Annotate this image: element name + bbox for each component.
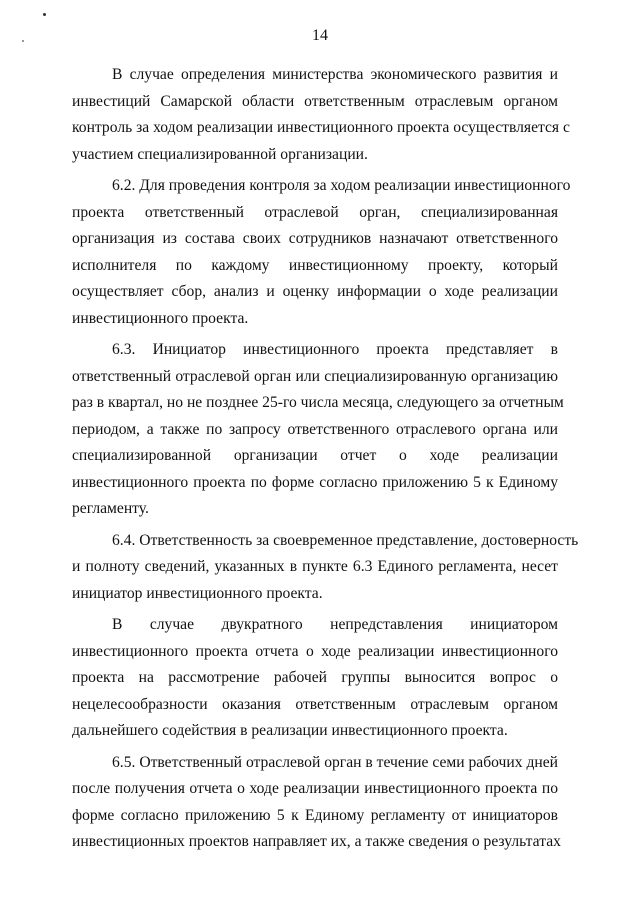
- text-line: и полноту сведений, указанных в пункте 6.3 Единого регламента, несет: [72, 558, 558, 575]
- text-line: форме согласно приложению 5 к Единому регламенту от инициаторов: [72, 806, 558, 824]
- text-line: периодом, а также по запросу ответственного отраслевого органа или: [72, 420, 558, 438]
- text-line: инвестиционного проекта отчета о ходе реализации инвестиционного: [72, 642, 558, 660]
- text-line: 6.4. Ответственность за своевременное представление, достоверность: [112, 531, 579, 549]
- text-line: ответственный отраслевой орган или специализированную организацию: [72, 367, 558, 385]
- text-line: инвестиций Самарской области ответственным отраслевым органом: [72, 92, 558, 110]
- text-line: инвестиционного проекта по форме согласно приложению 5 к Единому: [72, 473, 558, 491]
- paragraph: [72, 62, 570, 168]
- text-line: В случае двукратного непредставления инициатором: [112, 616, 558, 633]
- paragraph: [72, 337, 564, 523]
- text-line: раз в квартал, но не позднее 25-го числа месяца, следующего за отчетным: [72, 394, 564, 411]
- text-line: 6.2. Для проведения контроля за ходом реализации инвестиционного: [112, 177, 571, 194]
- text-line: проекта ответственный отраслевой орган, специализированная: [72, 203, 558, 221]
- document-body: [72, 62, 579, 861]
- text-line: нецелесообразности оказания ответственным отраслевым органом: [72, 695, 558, 713]
- text-line: контроль за ходом реализации инвестиционного проекта осуществляется с: [72, 119, 570, 136]
- text-line: организация из состава своих сотрудников назначают ответственного: [72, 230, 558, 247]
- text-line: инициатор инвестиционного проекта.: [72, 584, 323, 602]
- text-line: инвестиционных проектов направляет их, а также сведения о результатах: [72, 833, 561, 850]
- text-line: 6.3. Инициатор инвестиционного проекта представляет в: [112, 341, 558, 358]
- paragraph: [72, 612, 558, 745]
- text-line: 6.5. Ответственный отраслевой орган в течение семи рабочих дней: [112, 753, 558, 771]
- text-line: дальнейшего содействия в реализации инвестиционного проекта.: [72, 722, 508, 739]
- text-line: инвестиционного проекта.: [72, 309, 249, 327]
- text-line: осуществляет сбор, анализ и оценку информации о ходе реализации: [72, 283, 558, 300]
- text-line: участием специализированной организации.: [72, 145, 368, 163]
- paragraph: [72, 528, 579, 608]
- page-number: 14: [312, 27, 328, 44]
- text-line: исполнителя по каждому инвестиционному проекту, который: [72, 256, 558, 274]
- text-line: регламенту.: [72, 500, 149, 517]
- scan-speck: [43, 13, 46, 16]
- text-line: после получения отчета о ходе реализации инвестиционного проекта по: [72, 780, 558, 797]
- paragraph: [72, 173, 571, 332]
- text-line: В случае определения министерства экономического развития и: [112, 66, 558, 83]
- text-line: проекта на рассмотрение рабочей группы выносится вопрос о: [72, 669, 558, 686]
- paragraph: [72, 750, 561, 856]
- text-line: специализированной организации отчет о ходе реализации: [72, 447, 558, 464]
